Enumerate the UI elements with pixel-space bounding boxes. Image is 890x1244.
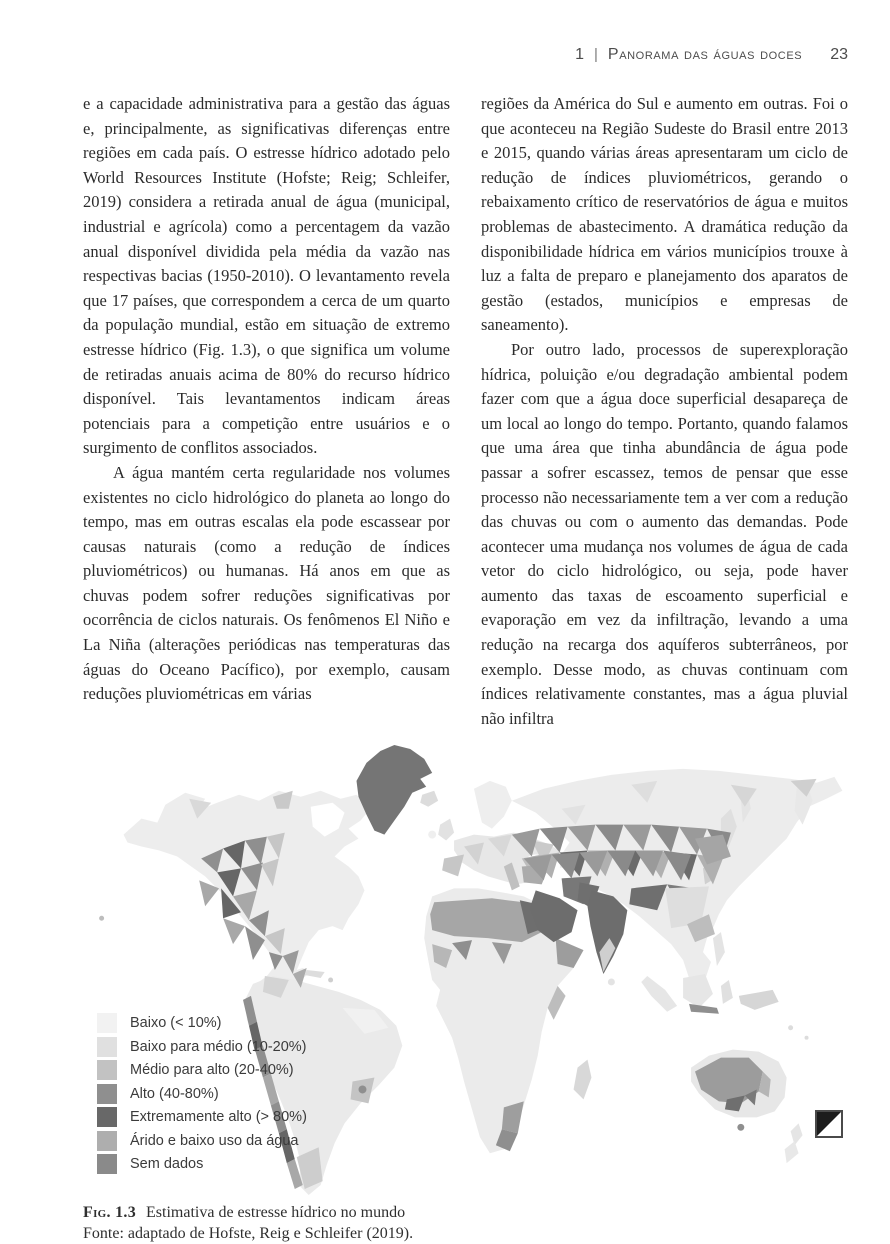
legend-item [97, 1131, 307, 1151]
legend-swatch [97, 1037, 117, 1057]
paragraph: A água mantém certa regularidade nos volumes existentes no ciclo hidrológico do planeta ao longo do tempo, mas em outras escalas ela pode escassear por causas naturais (como a redução de índices pluviométricos) ou humanas. Há anos em que as chuvas podem sofrer reduções significativas por ocorrência de ciclos naturais. Os fenômenos El Niño e La Niña (alterações periódicas nas temperaturas das águas do Oceano Pacífico), por exemplo, causam reduções pluviométricas em várias [83, 462, 450, 704]
sri-lanka-shape [608, 979, 615, 986]
sumatra-shape [641, 976, 677, 1012]
java-shape [689, 1004, 719, 1014]
scandinavia-shape [474, 781, 512, 829]
left-column [83, 92, 450, 731]
new-guinea-shape [739, 990, 779, 1010]
figure-1-3 [83, 739, 848, 1244]
two-column-text [83, 92, 848, 731]
new-zealand-shape [785, 1142, 799, 1164]
legend-item [97, 1107, 307, 1127]
right-column [481, 92, 848, 731]
legend-label: Médio para alto (20-40%) [130, 1062, 294, 1079]
paragraph: regiões da América do Sul e aumento em outras. Foi o que aconteceu na Região Sudeste do Brasil entre 2013 e 2015, quando várias áreas apresentaram um ciclo de redução de índices pluviométricos, gerando o rebaixamento crítico de reservatórios de água e muitos problemas de abastecimento. A dramática redução da disponibilidade hídrica em vários municípios trouxe à luz a falta de preparo e planejamento dos aparatos de gestão (estados, municípios e empresas de saneamento). [481, 94, 848, 335]
legend-label: Sem dados [130, 1156, 204, 1173]
legend-label: Árido e baixo uso da água [130, 1132, 299, 1149]
legend-swatch [97, 1084, 117, 1104]
legend-swatch [97, 1107, 117, 1127]
legend-swatch [97, 1060, 117, 1080]
header-separator: | [594, 46, 598, 63]
british-isles-shape [438, 819, 454, 841]
figure-caption-title: Estimativa de estresse hídrico no mundo [146, 1204, 406, 1222]
legend-item [97, 1037, 307, 1057]
legend-swatch [97, 1154, 117, 1174]
caribbean-islands [305, 970, 333, 982]
madagascar-shape [574, 1060, 592, 1100]
page-number: 23 [830, 46, 848, 63]
paragraph: Por outro lado, processos de superexploração hídrica, poluição e/ou degradação ambiental podem fazer com que a água doce superficial desapareça de um local ao longo do tempo. Portanto, quando falamos que uma área que tinha abundância de água pode passar a sofrer escassez, temos de pensar que esse processo não necessariamente tem a ver com a redução das chuvas ou com o aumento das demandas. Pode acontecer uma mudança nos volumes de água de cada vetor do ciclo hidrológico, ou seja, pode haver aumento das taxas de escoamento superficial e evaporação em vez da infiltração, levando a uma redução na recarga dos aquíferos subterrâneos, por exemplo. Desse modo, as chuvas continuam com índices relativamente constantes, mas a água pluvial não infiltra [481, 339, 848, 728]
legend-label: Alto (40-80%) [130, 1085, 219, 1102]
figure-caption-source: Fonte: adaptado de Hofste, Reig e Schleifer (2019). [83, 1224, 414, 1242]
figure-caption [83, 1203, 848, 1244]
ireland-shape [428, 831, 436, 839]
legend-item [97, 1060, 307, 1080]
world-map [92, 739, 852, 1197]
borneo-shape [683, 974, 713, 1008]
iceland-shape [420, 791, 438, 807]
chapter-number: 1 [575, 46, 585, 63]
greenland-shape [357, 745, 433, 835]
running-header [83, 46, 848, 68]
australia-stress-patches [691, 1050, 803, 1164]
legend-label: Extremamente alto (> 80%) [130, 1109, 307, 1126]
legend-label: Baixo para médio (10-20%) [130, 1038, 307, 1055]
map-legend [97, 1013, 307, 1178]
corner-mark-icon [815, 1110, 843, 1138]
legend-item [97, 1084, 307, 1104]
new-zealand-shape [791, 1124, 803, 1146]
legend-item [97, 1013, 307, 1033]
legend-swatch [97, 1131, 117, 1151]
paragraph: e a capacidade administrativa para a gestão das águas e, principalmente, as significativas diferenças entre regiões em cada país. O estresse hídrico adotado pelo World Resources Institute (Hofste; Reig; Schleifer, 2019) considera a retirada anual de água (municipal, industrial e agrícola) como a percentagem da vazão anual disponível dividida pela média da vazão nas respectivas bacias (1950-2010). O levantamento revela que 17 países, que correspondem a cerca de um quarto da população mundial, estão em situação de extremo estresse hídrico (Fig. 1.3), o que significa um volume de retiradas anuais acima de 80% do recurso hídrico disponível. Tais levantamentos indicam áreas potenciais para a competição entre usuários e o surgimento de conflitos associados. [83, 94, 450, 458]
legend-swatch [97, 1013, 117, 1033]
legend-item [97, 1154, 307, 1174]
figure-caption-label: Fig. 1.3 [83, 1204, 137, 1222]
sulawesi-shape [721, 980, 733, 1004]
southeast-asia-islands [641, 933, 778, 1015]
tasmania-shape [737, 1124, 744, 1131]
legend-label: Baixo (< 10%) [130, 1015, 222, 1032]
philippines-shape [713, 933, 725, 967]
chapter-title: Panorama das águas doces [607, 46, 803, 63]
